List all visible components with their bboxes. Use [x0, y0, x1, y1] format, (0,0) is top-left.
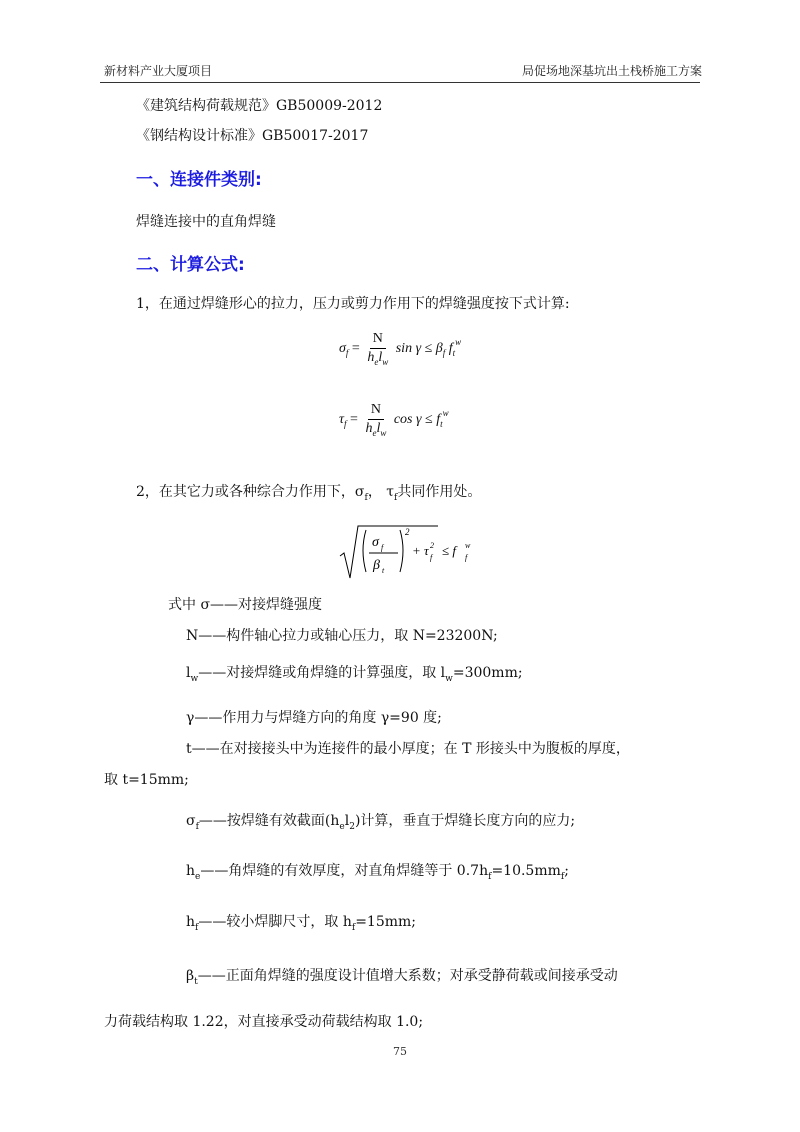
lw-b: ——对接焊缝或角焊缝的计算强度，取 l: [198, 665, 446, 681]
f3-tau-sub: f: [430, 553, 433, 562]
item2-sub2: f: [394, 493, 398, 503]
f3-den-sub: t: [382, 566, 385, 575]
sf-a: σ: [186, 813, 196, 829]
lw-sub: w: [190, 674, 199, 684]
f1-den-h-sub: e: [374, 357, 379, 367]
def-weld-length: [186, 666, 523, 684]
f3-f-sub: f: [465, 553, 468, 562]
def-strength-factor: [186, 969, 618, 987]
f1-lhs: σ: [339, 341, 346, 357]
def-leg-size: [186, 915, 416, 933]
left-paren: [363, 530, 366, 572]
f3-plus-tau: + τ: [412, 543, 429, 558]
hf-sub: f: [195, 923, 199, 933]
header-project-name: 新材料产业大厦项目: [104, 64, 213, 78]
f1-lhs-sub: f: [345, 348, 349, 359]
hf-a: h: [186, 914, 196, 930]
hf-c: =15mm;: [355, 914, 416, 930]
def-intro: 式中 σ——对接焊缝强度: [168, 597, 323, 613]
reference-steel-code: 《钢结构设计标准》GB50017-2017: [136, 128, 369, 144]
item2-sub1: f: [364, 493, 368, 503]
right-paren: [400, 530, 403, 572]
he-d: ;: [564, 863, 569, 879]
he-c: =10.5mm: [491, 863, 561, 879]
sf-sub: f: [195, 822, 199, 832]
f1-trig: sin γ ≤ β: [395, 341, 443, 357]
f1-den-l: l: [378, 350, 383, 365]
f3-square: 2: [405, 527, 410, 537]
item2-text-a: 2，在其它力或各种综合力作用下，σ: [136, 484, 365, 500]
def-thickness: t——在对接接头中为连接件的最小厚度；在 T 形接头中为腹板的厚度，: [186, 741, 630, 757]
f2-lhs-sub: f: [344, 419, 347, 430]
f1-fraction: [367, 331, 388, 367]
def-axial-force: N——构件轴心拉力或轴心压力，取 N=23200N;: [186, 628, 498, 644]
connector-type-body: 焊缝连接中的直角焊缝: [136, 214, 276, 230]
f2-fraction: [365, 402, 386, 438]
header-divider: [100, 82, 700, 83]
f3-f-sup: w: [465, 541, 471, 550]
def-thickness-value: 取 t=15mm;: [104, 772, 189, 788]
def-perpendicular-stress: [186, 814, 575, 832]
f2-eq: =: [350, 412, 358, 428]
bt-b: ——正面角焊缝的强度设计值增大系数；对承受静荷载或间接承受动: [197, 968, 618, 984]
f2-den-h: h: [365, 421, 373, 436]
sf-sub3: 2: [349, 822, 355, 832]
sf-b: ——按焊缝有效截面(h: [198, 813, 340, 829]
f2-den-l: l: [376, 421, 381, 436]
reference-load-code: 《建筑结构荷载规范》GB50009-2012: [136, 98, 383, 114]
hf-sub2: f: [351, 923, 356, 933]
f2-den: [365, 420, 386, 438]
formula-combined-stress: [338, 520, 488, 582]
f2-den-h-sub: e: [372, 428, 377, 438]
bt-a: β: [186, 968, 195, 984]
f3-tau-sup: 2: [430, 541, 434, 550]
f1-beta-sub: f: [442, 348, 446, 359]
formula-normal-stress: [339, 331, 461, 367]
lw-c: =300mm;: [452, 665, 523, 681]
formula-intro-1: 1，在通过焊缝形心的拉力，压力或剪力作用下的焊缝强度按下式计算:: [136, 296, 570, 312]
f3-num-sigma: σ: [372, 535, 379, 550]
formula-intro-2: [136, 485, 481, 503]
sf-d: )计算，垂直于焊缝长度方向的应力;: [354, 813, 576, 829]
section-connector-type-title: 一、连接件类别:: [136, 170, 262, 190]
f1-den: [367, 349, 388, 367]
f1-f-sub: t: [452, 348, 456, 359]
bt-sub: t: [194, 977, 198, 987]
he-sub3: f: [560, 872, 565, 882]
lw-sub2: w: [445, 674, 453, 684]
page-number: 75: [393, 1045, 407, 1058]
f1-f-sup: w: [455, 337, 462, 348]
f3-den-beta: β: [373, 558, 380, 573]
sf-c: l: [344, 813, 350, 829]
he-sub: e: [195, 872, 201, 882]
def-effective-thickness: [186, 864, 569, 882]
f2-lhs: τ: [339, 412, 345, 428]
he-sub2: f: [488, 872, 492, 882]
item2-text-c: 共同作用处。: [397, 484, 482, 500]
f1-num: N: [370, 331, 386, 349]
he-b: ——角焊缝的有效厚度，对直角焊缝等于 0.7h: [200, 863, 489, 879]
def-strength-factor-value: 力荷载结构取 1.22，对直接承受动荷载结构取 1.0;: [104, 1014, 424, 1030]
f2-den-l-sub: w: [380, 428, 387, 438]
f1-den-h: h: [367, 350, 375, 365]
formula-shear-stress: [339, 402, 449, 438]
f3-num-sub: f: [381, 543, 384, 552]
f3-leq: ≤ f: [442, 543, 456, 558]
header-document-title: 局促场地深基坑出土栈桥施工方案: [521, 64, 702, 78]
f2-num: N: [368, 402, 384, 420]
f2-f-sub: t: [440, 419, 443, 430]
def-angle: γ——作用力与焊缝方向的角度 γ=90 度;: [186, 710, 442, 726]
sf-sub2: e: [339, 822, 345, 832]
f2-trig: cos γ ≤ f: [393, 412, 441, 428]
f1-f: f: [448, 341, 453, 357]
hf-b: ——较小焊脚尺寸，取 h: [198, 914, 352, 930]
f1-eq: =: [351, 341, 360, 357]
f2-f-sup: w: [442, 408, 449, 419]
f1-den-l-sub: w: [382, 357, 389, 367]
item2-text-b: ， τ: [367, 484, 395, 500]
section-formula-title: 二、计算公式:: [136, 255, 245, 275]
lw-a: l: [186, 665, 191, 681]
he-a: h: [186, 863, 196, 879]
